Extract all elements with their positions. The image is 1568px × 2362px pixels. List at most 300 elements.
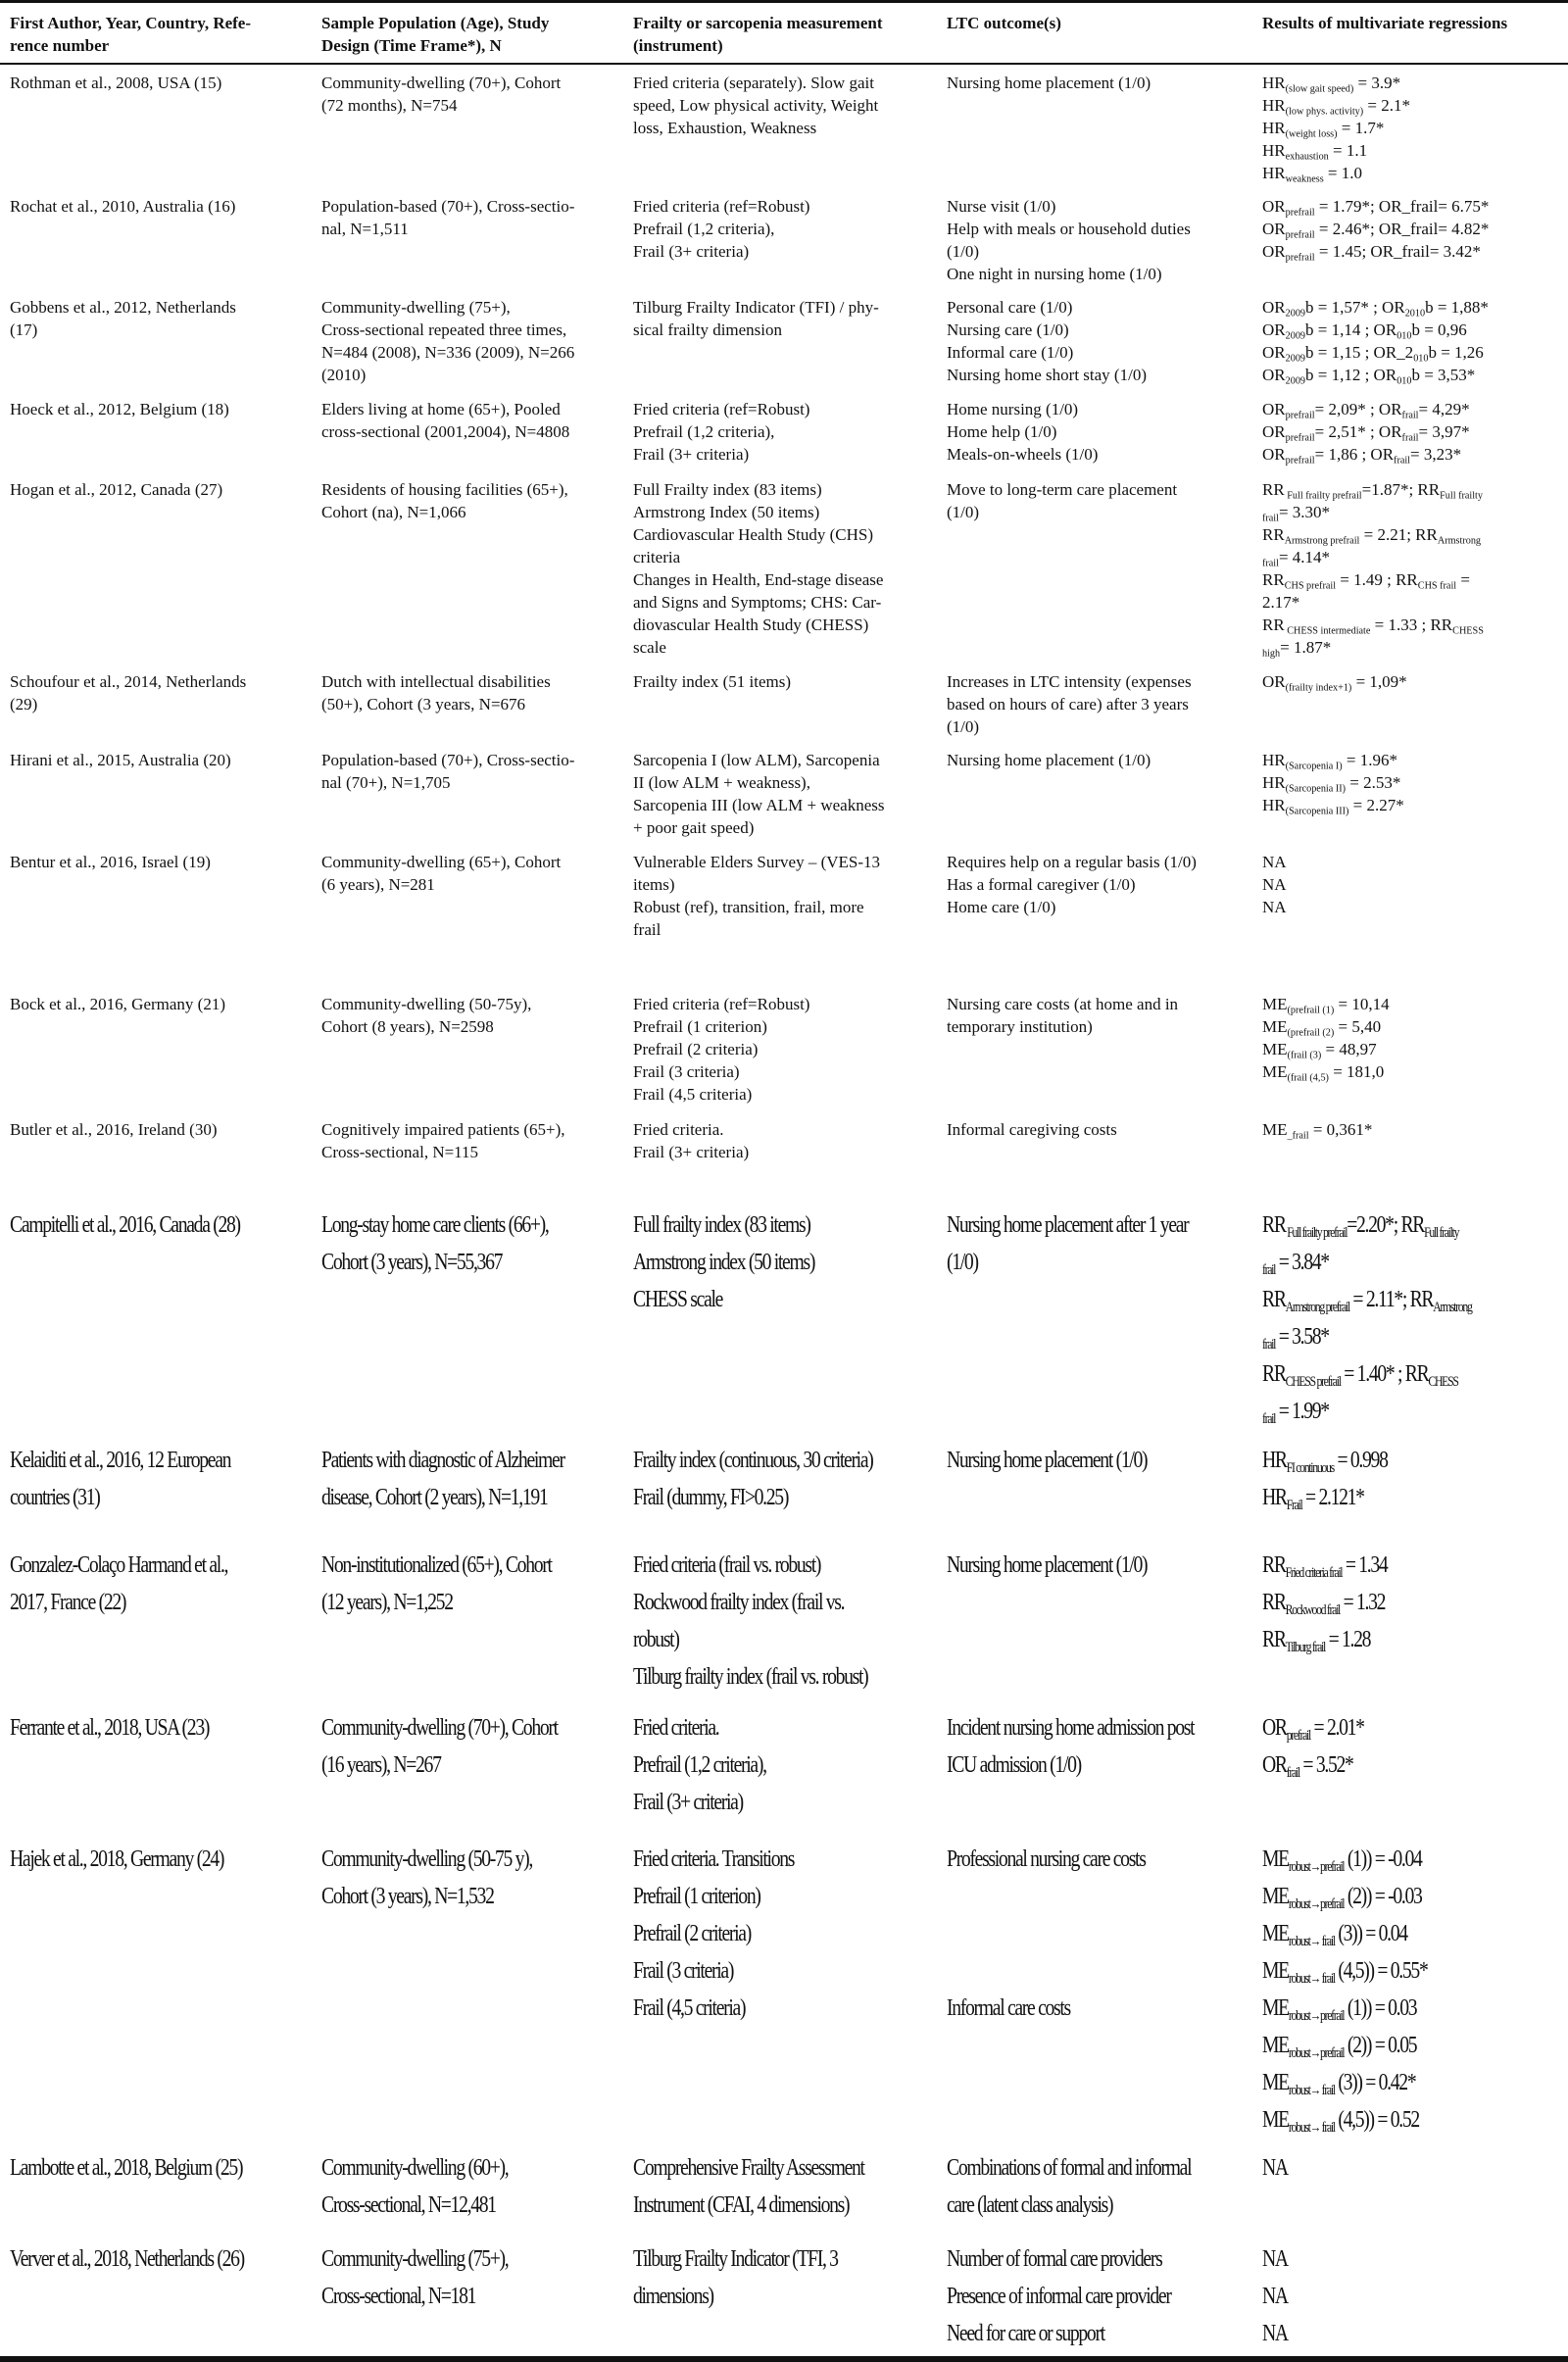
outcome-cell — [937, 1834, 1252, 2142]
results-cell — [1252, 1111, 1568, 1200]
measure-cell — [623, 664, 937, 742]
outcome-cell-content — [947, 2149, 1243, 2224]
results-cell-content — [1262, 296, 1558, 386]
result-subscript: prefrail — [1285, 410, 1315, 421]
table-row — [0, 391, 1568, 471]
result-stat: OR — [1262, 366, 1286, 384]
result-line — [1262, 873, 1558, 896]
outcome-cell-line: Informal care costs — [947, 1995, 1070, 2021]
result-line — [1262, 1244, 1558, 1281]
measure-cell-line: Fried criteria. — [633, 1715, 719, 1741]
result-line — [1262, 2315, 1558, 2352]
author-cell-content — [10, 398, 302, 420]
results-cell — [1252, 289, 1568, 391]
results-cell-content — [1262, 478, 1558, 659]
result-subscript: CHESS — [1428, 1374, 1458, 1391]
author-cell-content — [10, 749, 302, 771]
result-line — [1262, 341, 1558, 364]
result-value: b = 1,88* — [1425, 298, 1489, 317]
measure-cell-line: CHESS scale — [633, 1287, 723, 1312]
author-cell-line: Hoeck et al., 2012, Belgium (18) — [10, 400, 229, 418]
sample-cell-line: (2010) — [321, 366, 367, 384]
outcome-cell-line: Need for care or support — [947, 2321, 1104, 2346]
outcome-cell — [937, 289, 1252, 391]
author-cell-content — [10, 2240, 302, 2278]
sample-cell-line: Population-based (70+), Cross-sectio- — [321, 751, 575, 769]
outcome-cell-line: Nursing home placement after 1 year — [947, 1212, 1189, 1238]
result-stat: RR — [1262, 1590, 1286, 1615]
result-subscript: (Sarcopenia II) — [1285, 783, 1346, 795]
result-subscript: (weight loss) — [1285, 128, 1338, 140]
result-value: = 4.14* — [1278, 548, 1331, 566]
result-stat: RR — [1262, 1361, 1286, 1387]
header-sample-line: Sample Population (Age), Study — [321, 14, 550, 32]
results-cell — [1252, 1435, 1568, 1540]
outcome-cell-line: ICU admission (1/0) — [947, 1752, 1081, 1778]
measure-cell-line: Fried criteria (ref=Robust) — [633, 197, 810, 216]
result-line — [1262, 2101, 1558, 2139]
result-line — [1262, 1118, 1558, 1141]
sample-cell-content — [321, 670, 613, 715]
result-value: b = 1,57* ; OR — [1305, 298, 1405, 317]
author-cell-line: Rochat et al., 2010, Australia (16) — [10, 197, 236, 216]
result-stat: ME — [1262, 1958, 1289, 1984]
sample-cell-content — [321, 1709, 613, 1784]
outcome-cell-line: Nursing care (1/0) — [947, 320, 1069, 339]
measure-cell-content — [633, 670, 927, 693]
result-stat: HR — [1262, 74, 1286, 92]
measure-cell-line: Frailty index (continuous, 30 criteria) — [633, 1448, 873, 1473]
result-line — [1262, 139, 1558, 162]
results-cell — [1252, 742, 1568, 844]
measure-cell-line: + poor gait speed) — [633, 818, 755, 837]
result-line — [1262, 1841, 1558, 1878]
author-cell — [0, 844, 312, 986]
outcome-cell-line: (1/0) — [947, 717, 980, 736]
sample-cell-content — [321, 851, 613, 896]
sample-cell — [312, 2142, 623, 2234]
measure-cell-content — [633, 398, 927, 466]
header-author — [0, 2, 312, 65]
result-value: = 1.7* — [1337, 119, 1385, 137]
result-stat: RR — [1262, 1627, 1286, 1652]
result-line — [1262, 1206, 1558, 1244]
measure-cell-content — [633, 1547, 927, 1696]
result-line — [1262, 1442, 1558, 1479]
result-subscript: (frail (4,5) — [1287, 1072, 1329, 1084]
table-body — [0, 64, 1568, 2359]
result-stat: NA — [1262, 2284, 1288, 2309]
outcome-cell-content — [947, 1118, 1243, 1141]
result-subscript: exhaustion — [1285, 151, 1329, 163]
measure-cell-line: Fried criteria (ref=Robust) — [633, 400, 810, 418]
outcome-cell — [937, 1200, 1252, 1435]
outcome-cell — [937, 986, 1252, 1111]
sample-cell-line: Cross-sectional, N=12,481 — [321, 2192, 496, 2218]
result-subscript: Rockwood frail — [1285, 1602, 1341, 1619]
result-subscript: CHS frail — [1417, 580, 1457, 592]
measure-cell-content — [633, 1118, 927, 1163]
results-cell — [1252, 844, 1568, 986]
measure-cell-line: Full frailty index (83 items) — [633, 1212, 810, 1238]
result-stat: RR — [1262, 570, 1285, 589]
measure-cell-line: Armstrong Index (50 items) — [633, 503, 820, 521]
measure-cell-content — [633, 1841, 927, 2027]
outcome-cell-content — [947, 1206, 1243, 1281]
table-row — [0, 2234, 1568, 2359]
result-stat: RR — [1262, 525, 1285, 544]
author-cell — [0, 1200, 312, 1435]
measure-cell-line: Armstrong index (50 items) — [633, 1250, 815, 1275]
result-line — [1262, 1479, 1558, 1516]
result-stat: RR — [1262, 615, 1285, 634]
measure-cell-content — [633, 851, 927, 941]
result-subscript: Armstrong — [1433, 1300, 1472, 1316]
result-stat: ME — [1262, 1846, 1289, 1872]
measure-cell-line: Instrument (CFAI, 4 dimensions) — [633, 2192, 850, 2218]
result-subscript: Full frailty — [1440, 490, 1483, 502]
header-outcome-line: LTC outcome(s) — [947, 14, 1061, 32]
result-line — [1262, 1747, 1558, 1784]
sample-cell — [312, 289, 623, 391]
results-cell — [1252, 2234, 1568, 2359]
result-subscript: CHESS — [1452, 625, 1484, 637]
author-cell — [0, 2142, 312, 2234]
result-subscript: CHESS intermediate — [1284, 625, 1371, 637]
results-cell — [1252, 1834, 1568, 2142]
measure-cell — [623, 1834, 937, 2142]
result-line — [1262, 1952, 1558, 1990]
sample-cell-line: Cohort (na), N=1,066 — [321, 503, 466, 521]
measure-cell — [623, 1702, 937, 1834]
result-value: (1)) = 0.03 — [1344, 1995, 1417, 2021]
result-line — [1262, 1355, 1558, 1393]
results-cell — [1252, 188, 1568, 289]
result-subscript: Tilburg frail — [1285, 1640, 1325, 1656]
sample-cell-content — [321, 195, 613, 240]
result-line — [1262, 2240, 1558, 2278]
result-subscript: (Sarcopenia I) — [1285, 761, 1343, 772]
result-subscript: Fried criteria frail — [1285, 1565, 1343, 1582]
outcome-cell — [937, 1111, 1252, 1200]
measure-cell-content — [633, 1709, 927, 1821]
measure-cell-line: Frail (3 criteria) — [633, 1958, 734, 1984]
sample-cell-line: (6 years), N=281 — [321, 875, 435, 894]
measure-cell-line: Frail (4,5 criteria) — [633, 1995, 746, 2021]
author-cell-content — [10, 72, 302, 94]
result-value: = 48,97 — [1321, 1040, 1377, 1058]
measure-cell — [623, 1540, 937, 1702]
measure-cell-line: Tilburg Frailty Indicator (TFI, 3 — [633, 2246, 838, 2272]
measure-cell — [623, 471, 937, 664]
outcome-cell-content — [947, 398, 1243, 466]
result-line — [1262, 1915, 1558, 1952]
sample-cell-line: Dutch with intellectual disabilities — [321, 672, 551, 691]
table-row — [0, 64, 1568, 188]
measure-cell — [623, 2142, 937, 2234]
sample-cell-content — [321, 1206, 613, 1281]
result-subscript: frail — [1394, 455, 1411, 467]
measure-cell — [623, 844, 937, 986]
author-cell-content — [10, 296, 302, 341]
sample-cell — [312, 1200, 623, 1435]
results-cell — [1252, 664, 1568, 742]
result-line — [1262, 546, 1558, 568]
outcome-cell-line: Has a formal caregiver (1/0) — [947, 875, 1136, 894]
result-subscript: _frail — [1287, 1130, 1309, 1142]
results-cell-content — [1262, 670, 1558, 693]
result-line — [1262, 523, 1558, 546]
result-value: b = 0,96 — [1411, 320, 1467, 339]
author-cell-line: Schoufour et al., 2014, Netherlands — [10, 672, 247, 691]
result-value: = 2,51* ; OR — [1314, 422, 1402, 441]
sample-cell — [312, 1834, 623, 2142]
result-subscript: frail — [1262, 513, 1279, 524]
result-value: (3)) = 0.04 — [1334, 1921, 1407, 1946]
author-cell-content — [10, 1206, 302, 1244]
result-subscript: Full frailty prefrail — [1284, 490, 1362, 502]
result-stat: ME — [1262, 1062, 1288, 1081]
measure-cell-line: Prefrail (1 criterion) — [633, 1017, 767, 1036]
author-cell-content — [10, 478, 302, 501]
sample-cell — [312, 1435, 623, 1540]
results-cell-content — [1262, 993, 1558, 1083]
outcome-cell-line: Nurse visit (1/0) — [947, 197, 1056, 216]
measure-cell-line: Fried criteria (frail vs. robust) — [633, 1552, 821, 1578]
table-row — [0, 986, 1568, 1111]
result-line — [1262, 1318, 1558, 1355]
result-value: = 1.0 — [1323, 164, 1363, 182]
sample-cell — [312, 2234, 623, 2359]
result-stat: HR — [1262, 119, 1286, 137]
result-stat: OR — [1262, 1715, 1287, 1741]
result-subscript: frail — [1286, 1765, 1299, 1782]
result-stat: HR — [1262, 1448, 1287, 1473]
measure-cell-line: Frail (3+ criteria) — [633, 242, 750, 261]
measure-cell-line: Comprehensive Frailty Assessment — [633, 2155, 864, 2181]
outcome-cell-line: Nursing home short stay (1/0) — [947, 366, 1147, 384]
sample-cell-content — [321, 1442, 613, 1516]
result-stat: RR — [1262, 1212, 1286, 1238]
result-line — [1262, 1038, 1558, 1060]
outcome-cell-line: Help with meals or household duties — [947, 220, 1191, 238]
header-sample — [312, 2, 623, 65]
author-cell-line: Verver et al., 2018, Netherlands (26) — [10, 2246, 244, 2272]
result-subscript: robust→prefrail — [1288, 1859, 1345, 1876]
outcome-cell-line: Nursing home placement (1/0) — [947, 1552, 1148, 1578]
outcome-cell-line: Requires help on a regular basis (1/0) — [947, 853, 1197, 871]
author-cell — [0, 986, 312, 1111]
measure-cell-line: Prefrail (2 criteria) — [633, 1040, 759, 1058]
result-value: = 0.998 — [1333, 1448, 1388, 1473]
author-cell — [0, 471, 312, 664]
author-cell — [0, 188, 312, 289]
result-line — [1262, 1621, 1558, 1658]
measure-cell-line: Rockwood frailty index (frail vs. — [633, 1590, 845, 1615]
result-subscript: high — [1262, 648, 1281, 660]
author-cell-line: Gonzalez-Colaço Harmand et al., — [10, 1552, 228, 1578]
sample-cell-line: Cross-sectional, N=181 — [321, 2284, 476, 2309]
results-cell-content — [1262, 1206, 1558, 1430]
measure-cell-line: Sarcopenia III (low ALM + weakness — [633, 796, 885, 814]
result-line — [1262, 443, 1558, 466]
measure-cell — [623, 1435, 937, 1540]
measure-cell-line: dimensions) — [633, 2284, 713, 2309]
result-value: = 3.84* — [1275, 1250, 1329, 1275]
measure-cell-line: Fried criteria (ref=Robust) — [633, 995, 810, 1013]
result-value: = 3.30* — [1278, 503, 1331, 521]
outcome-cell-line: Meals-on-wheels (1/0) — [947, 445, 1099, 464]
result-line — [1262, 2064, 1558, 2101]
result-subscript: prefrail — [1285, 207, 1315, 219]
result-stat: ME — [1262, 1884, 1289, 1909]
measure-cell — [623, 1200, 937, 1435]
author-cell-line: Gobbens et al., 2012, Netherlands — [10, 298, 236, 317]
result-subscript: frail — [1262, 1411, 1276, 1428]
result-line — [1262, 296, 1558, 319]
outcome-cell-line: Increases in LTC intensity (expenses — [947, 672, 1192, 691]
author-cell-line: Lambotte et al., 2018, Belgium (25) — [10, 2155, 243, 2181]
author-cell — [0, 64, 312, 188]
outcome-cell-content — [947, 2240, 1243, 2352]
sample-cell — [312, 664, 623, 742]
sample-cell-line: Community-dwelling (75+), — [321, 2246, 509, 2272]
result-subscript: frail — [1401, 410, 1419, 421]
measure-cell-line: scale — [633, 638, 666, 657]
author-cell-content — [10, 1547, 302, 1621]
result-line — [1262, 614, 1558, 636]
result-line — [1262, 1393, 1558, 1430]
outcome-cell-content — [947, 1841, 1243, 2027]
measure-cell-line: Fried criteria (separately). Slow gait — [633, 74, 874, 92]
outcome-cell-line: Professional nursing care costs — [947, 1846, 1146, 1872]
sample-cell-line: Cohort (8 years), N=2598 — [321, 1017, 494, 1036]
result-stat: NA — [1262, 2155, 1288, 2181]
result-stat: HR — [1262, 773, 1286, 792]
result-subscript: 010 — [1413, 353, 1429, 365]
result-subscript: FI continuous — [1286, 1460, 1334, 1477]
results-cell-content — [1262, 2149, 1558, 2187]
result-value: = 0,361* — [1308, 1120, 1373, 1139]
measure-cell-line: diovascular Health Study (CHESS) — [633, 615, 869, 634]
result-subscript: Armstrong — [1437, 535, 1482, 547]
result-value: = 5,40 — [1334, 1017, 1382, 1036]
result-line — [1262, 1878, 1558, 1915]
outcome-cell-content — [947, 72, 1243, 94]
sample-cell-line: (72 months), N=754 — [321, 96, 458, 115]
result-value: = 1.87* — [1280, 638, 1332, 657]
result-stat: ME — [1262, 1921, 1289, 1946]
results-cell-content — [1262, 72, 1558, 184]
sample-cell-line: (16 years), N=267 — [321, 1752, 441, 1778]
result-value: 2.17* — [1262, 593, 1300, 612]
result-line — [1262, 478, 1558, 501]
result-value: = 3.9* — [1353, 74, 1401, 92]
result-subscript: frail — [1401, 432, 1419, 444]
sample-cell-line: (12 years), N=1,252 — [321, 1590, 453, 1615]
result-subscript: Full frailty prefrail — [1285, 1225, 1348, 1242]
results-cell — [1252, 471, 1568, 664]
result-value: = 1.40* ; RR — [1340, 1361, 1429, 1387]
sample-cell-line: Cross-sectional, N=115 — [321, 1143, 479, 1161]
result-value: = 2.27* — [1348, 796, 1404, 814]
outcome-cell — [937, 64, 1252, 188]
measure-cell-line: Cardiovascular Health Study (CHS) — [633, 525, 874, 544]
author-cell — [0, 1111, 312, 1200]
results-cell — [1252, 391, 1568, 471]
result-subscript: 010 — [1396, 375, 1412, 387]
result-line — [1262, 1709, 1558, 1747]
result-value: (3)) = 0.42* — [1334, 2070, 1416, 2095]
outcome-cell-content — [947, 1442, 1243, 1479]
result-line — [1262, 1584, 1558, 1621]
table-row — [0, 2142, 1568, 2234]
sample-cell — [312, 471, 623, 664]
sample-cell-line: Cross-sectional repeated three times, — [321, 320, 567, 339]
results-cell-content — [1262, 2240, 1558, 2352]
measure-cell-line: Frail (3+ criteria) — [633, 1143, 750, 1161]
table-row — [0, 1834, 1568, 2142]
outcome-cell-line: Number of formal care providers — [947, 2246, 1162, 2272]
results-cell — [1252, 2142, 1568, 2234]
result-line — [1262, 240, 1558, 263]
header-measure — [623, 2, 937, 65]
measure-cell-line: robust) — [633, 1627, 679, 1652]
result-stat: HR — [1262, 96, 1286, 115]
sample-cell-line: Community-dwelling (70+), Cohort — [321, 1715, 558, 1741]
results-cell-content — [1262, 851, 1558, 918]
table-row — [0, 1540, 1568, 1702]
results-cell — [1252, 1702, 1568, 1834]
sample-cell — [312, 1702, 623, 1834]
author-cell-content — [10, 670, 302, 715]
measure-cell — [623, 1111, 937, 1200]
outcome-cell-line: Nursing care costs (at home and in — [947, 995, 1179, 1013]
measure-cell-line: Prefrail (1,2 criteria), — [633, 220, 775, 238]
header-sample-line: Design (Time Frame*), N — [321, 36, 502, 55]
author-cell-line: Butler et al., 2016, Ireland (30) — [10, 1120, 218, 1139]
result-subscript: frail — [1262, 1262, 1276, 1279]
result-value: = 1.79*; OR_frail= 6.75* — [1314, 197, 1490, 216]
author-cell-line: (29) — [10, 695, 38, 714]
outcome-cell-line: Home nursing (1/0) — [947, 400, 1079, 418]
result-value: = 1.28 — [1324, 1627, 1371, 1652]
results-cell-content — [1262, 1118, 1558, 1141]
results-cell-content — [1262, 1442, 1558, 1516]
result-line — [1262, 591, 1558, 614]
sample-cell-line: Cohort (3 years), N=1,532 — [321, 1884, 494, 1909]
outcome-cell-line: Home care (1/0) — [947, 898, 1056, 916]
result-stat: ME — [1262, 1040, 1288, 1058]
author-cell-line: 2017, France (22) — [10, 1590, 126, 1615]
sample-cell-content — [321, 1547, 613, 1621]
result-stat: ME — [1262, 1017, 1288, 1036]
sample-cell-line: cross-sectional (2001,2004), N=4808 — [321, 422, 570, 441]
result-stat: ME — [1262, 2107, 1289, 2133]
sample-cell-content — [321, 296, 613, 386]
author-cell-line: Hajek et al., 2018, Germany (24) — [10, 1846, 224, 1872]
result-value: = 10,14 — [1334, 995, 1390, 1013]
result-stat: RR — [1262, 480, 1285, 499]
result-stat: OR — [1262, 445, 1286, 464]
measure-cell-line: Prefrail (1 criterion) — [633, 1884, 760, 1909]
result-subscript: robust→prefrail — [1288, 2045, 1345, 2062]
outcome-cell — [937, 2234, 1252, 2359]
measure-cell-content — [633, 993, 927, 1106]
result-subscript: weakness — [1285, 173, 1324, 185]
result-subscript: prefrail — [1285, 455, 1315, 467]
result-value: = 4,29* — [1418, 400, 1470, 418]
